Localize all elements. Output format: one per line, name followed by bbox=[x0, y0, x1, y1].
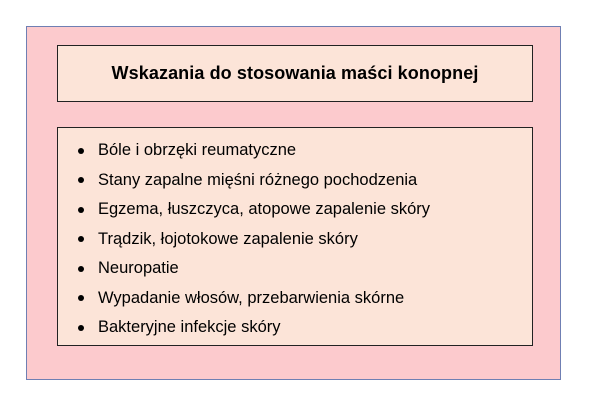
list-item bbox=[78, 254, 430, 284]
page-title: Wskazania do stosowania maści konopnej bbox=[111, 63, 479, 83]
list-item-text: Trądzik, łojotokowe zapalenie skóry bbox=[98, 229, 358, 248]
list-item bbox=[78, 225, 430, 255]
list-item-text: Egzema, łuszczyca, atopowe zapalenie skóry bbox=[98, 200, 430, 219]
list-item-text: Bakteryjne infekcje skóry bbox=[98, 318, 281, 337]
bullet-icon bbox=[78, 236, 84, 242]
list-item bbox=[78, 136, 430, 166]
list-item-text: Bóle i obrzęki reumatyczne bbox=[98, 141, 297, 160]
bullet-icon bbox=[78, 266, 84, 272]
bullet-icon bbox=[78, 295, 84, 301]
bullet-icon bbox=[78, 207, 84, 213]
list-item bbox=[78, 313, 430, 343]
bullet-icon bbox=[78, 177, 84, 183]
bullet-icon bbox=[78, 325, 84, 331]
list-item bbox=[78, 195, 430, 225]
bullet-icon bbox=[78, 148, 84, 154]
title-box bbox=[57, 45, 533, 102]
list-item bbox=[78, 284, 430, 314]
indications-list bbox=[78, 136, 430, 343]
list-item-text: Wypadanie włosów, przebarwienia skórne bbox=[98, 288, 405, 307]
list-item bbox=[78, 166, 430, 196]
list-item-text: Neuropatie bbox=[98, 259, 179, 278]
indications-box bbox=[57, 127, 533, 346]
list-item-text: Stany zapalne mięśni różnego pochodzenia bbox=[98, 170, 418, 189]
